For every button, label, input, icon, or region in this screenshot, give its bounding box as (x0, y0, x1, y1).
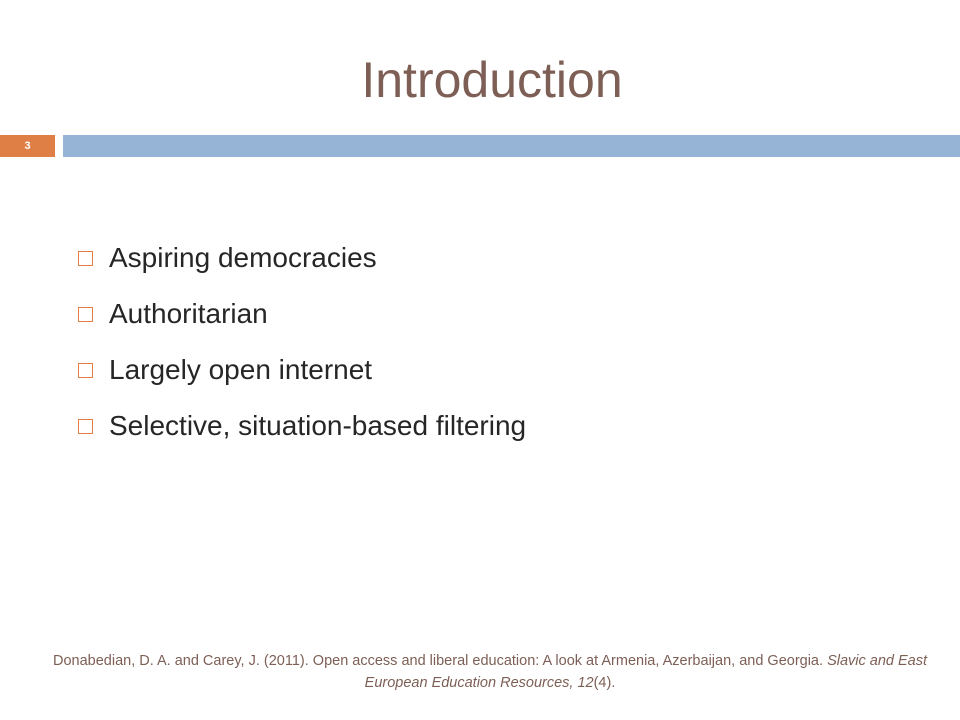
square-bullet-icon (78, 419, 93, 434)
bullet-item (72, 342, 526, 398)
slide-title: Introduction (361, 52, 623, 108)
bullet-text: Aspiring democracies (109, 242, 377, 273)
square-bullet-icon (78, 307, 93, 322)
citation-issue: (4). (593, 675, 616, 691)
bullet-list (72, 230, 526, 454)
square-bullet-icon (78, 251, 93, 266)
bullet-item (72, 230, 526, 286)
bullet-item (72, 398, 526, 454)
accent-bar (63, 135, 960, 157)
bullet-text: Authoritarian (109, 298, 268, 329)
citation-journal: Slavic and East European Education Resources, 12 (364, 653, 928, 691)
bullet-text: Selective, situation-based filtering (109, 410, 527, 441)
bullet-text: Largely open internet (109, 354, 373, 385)
slide-number: 3 (0, 135, 55, 157)
citation (40, 650, 940, 694)
citation-authors: Donabedian, D. A. and Carey, J. (2011). Open access and liberal education: A look at Armenia, Azerbaijan, and Georgia. (52, 653, 828, 669)
bullet-item (72, 286, 526, 342)
square-bullet-icon (78, 363, 93, 378)
